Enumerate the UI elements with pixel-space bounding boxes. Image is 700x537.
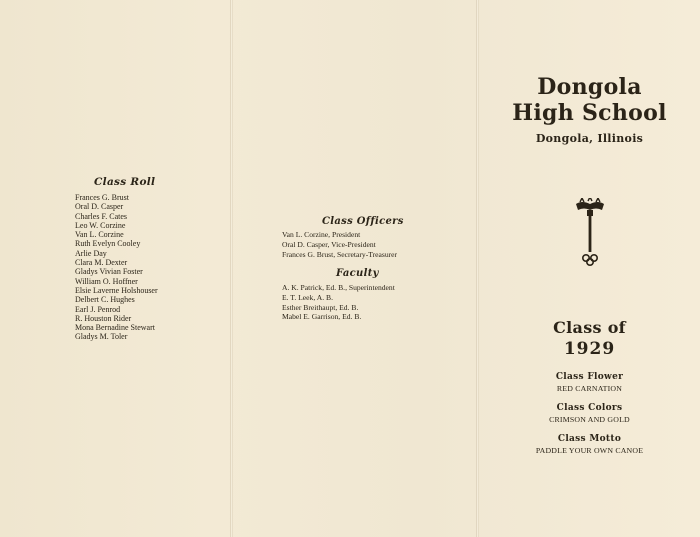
list-item: Frances G. Brust <box>75 193 129 202</box>
list-item: Charles F. Cates <box>75 211 128 221</box>
list-item: Ruth Evelyn Cooley <box>75 239 141 249</box>
class-roll-heading: Class Roll <box>94 176 156 188</box>
list-item: A. K. Patrick, Ed. B., Superintendent <box>282 283 395 292</box>
list-item: Earl J. Penrod <box>75 304 121 314</box>
class-flower-heading: Class Flower <box>555 372 624 382</box>
school-name-line1: Dongola <box>537 74 642 100</box>
list-item: Oral D. Casper, Vice-President <box>282 239 376 249</box>
class-info-block <box>479 318 700 455</box>
cover-title-block <box>479 74 700 145</box>
school-location: Dongola, Illinois <box>535 132 644 145</box>
list-item: Mona Bernadine Stewart <box>75 323 155 333</box>
class-colors-heading: Class Colors <box>556 403 623 413</box>
list-item: Gladys M. Toler <box>75 332 128 342</box>
list-item: Clara M. Dexter <box>75 258 128 268</box>
list-item: R. Houston Rider <box>75 313 132 323</box>
class-officers-list <box>282 230 397 259</box>
list-item: Delbert C. Hughes <box>75 295 135 305</box>
school-name-line2: High School <box>512 100 667 126</box>
list-item: Van L. Corzine, President <box>282 230 361 239</box>
list-item: Mabel E. Garrison, Ed. B. <box>282 312 362 322</box>
list-item: Gladys Vivian Foster <box>75 267 143 277</box>
class-officers-heading: Class Officers <box>322 216 404 227</box>
class-of-label: Class of <box>553 318 626 337</box>
class-roll-list <box>75 193 158 342</box>
list-item: Frances G. Brust, Secretary-Treasurer <box>282 249 398 259</box>
faculty-heading: Faculty <box>336 268 379 279</box>
class-colors-value: CRIMSON AND GOLD <box>549 415 630 424</box>
class-motto-heading: Class Motto <box>557 434 622 444</box>
fold-line <box>230 0 233 537</box>
list-item: Arlie Day <box>75 248 107 258</box>
class-year: 1929 <box>563 339 616 359</box>
list-item: Leo W. Corzine <box>75 220 126 230</box>
torch-icon <box>574 198 606 266</box>
list-item: Elsie Laverne Holshouser <box>75 285 158 295</box>
list-item: William O. Hoffner <box>75 276 138 286</box>
class-flower-value: RED CARNATION <box>556 384 623 393</box>
list-item: Van L. Corzine <box>75 230 124 240</box>
class-motto-value: PADDLE YOUR OWN CANOE <box>535 446 644 455</box>
faculty-list <box>282 283 395 322</box>
list-item: E. T. Leek, A. B. <box>282 292 333 302</box>
list-item: Esther Breithaupt, Ed. B. <box>282 302 359 312</box>
list-item: Oral D. Casper <box>75 202 124 212</box>
